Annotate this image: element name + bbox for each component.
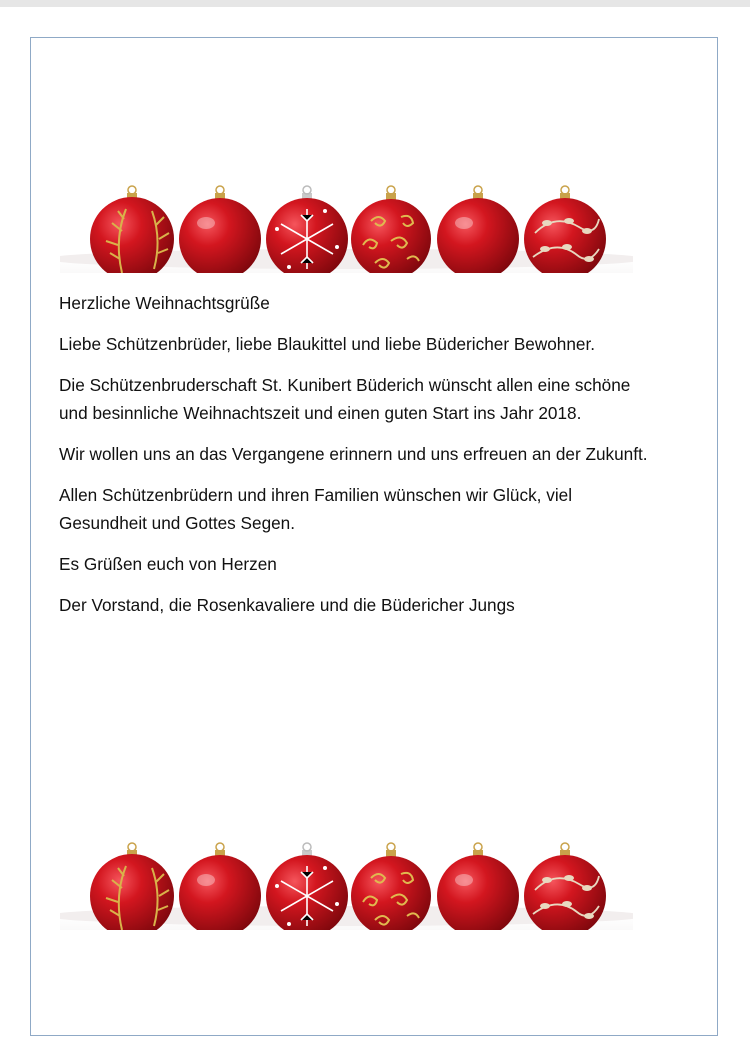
paragraph-blessing: Allen Schützenbrüdern und ihren Familien wünschen wir Glück, viel Gesundheit und Gottes Segen. [59, 485, 573, 533]
document-text [59, 289, 649, 632]
paragraph-salutation: Liebe Schützenbrüder, liebe Blaukittel und liebe Büdericher Bewohner. [59, 334, 596, 354]
paragraph-wishes: Die Schützenbruderschaft St. Kunibert Büderich wünscht allen eine schöne und besinnliche Weihnachtszeit und einen guten Start ins Jahr 2018. [59, 375, 631, 423]
ornaments-illustration-top [60, 151, 633, 273]
paragraph-reflection: Wir wollen uns an das Vergangene erinnern und uns erfreuen an der Zukunft. [59, 444, 648, 464]
viewer-top-bar [0, 0, 750, 7]
greeting-heading: Herzliche Weihnachtsgrüße [59, 293, 270, 313]
paragraph-signature: Der Vorstand, die Rosenkavaliere und die Büdericher Jungs [59, 595, 515, 615]
ornament-banner-top [60, 151, 633, 273]
ornaments-illustration-bottom [60, 808, 633, 930]
ornament-banner-bottom [60, 808, 633, 930]
paragraph-closing: Es Grüßen euch von Herzen [59, 554, 277, 574]
